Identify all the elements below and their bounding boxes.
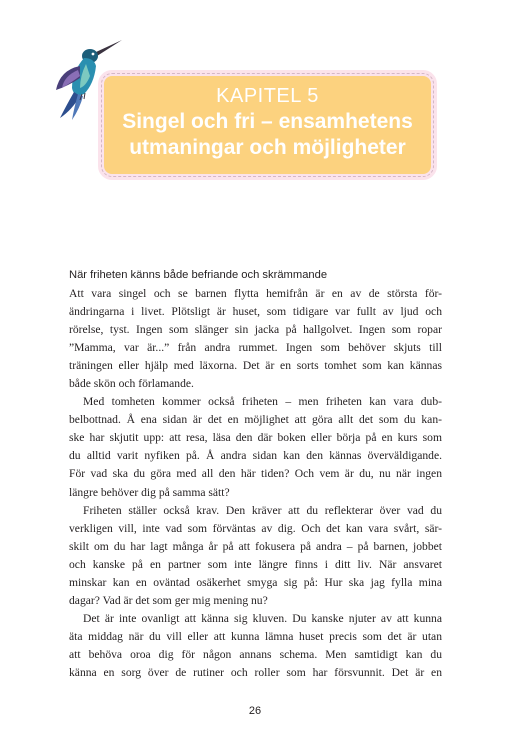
body-line: Friheten ställer också krav. Den kräver att du reflekterar över vad du <box>83 503 442 517</box>
body-line: För vad ska du göra med all den här tiden? Och vem är du, nu när ingen <box>69 467 442 481</box>
section-heading: När friheten känns både befriande och skrämmande <box>69 269 328 281</box>
chapter-title-line-1: Singel och fri – ensamhetens <box>122 110 413 133</box>
body-line: att behöva oroa dig för någon annans schema. Men samtidigt kan du <box>69 647 442 661</box>
body-line: verkligen vill, inte vad som förväntas av dig. Och det kan vara svårt, sär- <box>69 521 442 535</box>
body-line: längre behöver dig på samma sätt? <box>69 485 230 499</box>
page-body <box>69 267 442 682</box>
body-line: dagar? Vad är det som ger mig mening nu? <box>69 593 268 607</box>
chapter-label: KAPITEL 5 <box>216 85 319 107</box>
body-line: skilt om du har lagt många år på att fokusera på andra – på barnen, jobbet <box>69 539 442 553</box>
page-number: 26 <box>248 705 262 717</box>
body-line: Det är inte ovanligt att känna sig kluven. Du kanske njuter av att kunna <box>83 611 442 625</box>
body-line: minskar kan en oväntad osäkerhet smyga sig på: Hur ska jag fylla mina <box>69 575 442 589</box>
body-line: belbottnad. Å ena sidan är det en möjlighet att göra allt det som du kan- <box>69 413 442 427</box>
body-line: ändringarna i livet. Plötsligt är huset, som tidigare var fullt av ljud och <box>69 305 442 319</box>
body-line: du alltid varit nyfiken på. Å andra sidan kan den kännas överväldigande. <box>69 449 442 463</box>
chapter-banner <box>98 70 437 180</box>
body-line: Att vara singel och se barnen flytta hemifrån är en av de största för- <box>69 287 442 300</box>
body-line: och kanske på en partner som inte längre finns i ditt liv. När ansvaret <box>69 557 442 571</box>
body-line: ske har skjutit upp: att resa, läsa den där boken eller börja på en kurs som <box>69 431 442 445</box>
chapter-title-line-2: utmaningar och möjligheter <box>129 136 406 159</box>
body-line: både skön och förlamande. <box>69 377 194 391</box>
body-line: äta middag när du vill eller att kunna lämna huset precis som det är utan <box>69 629 442 643</box>
body-line: rörelse, tyst. Ingen som slänger sin jacka på hallgolvet. Ingen som ropar <box>69 323 442 337</box>
body-line: känna en sorg över de rutiner och roller som har försvunnit. Det är en <box>69 665 442 679</box>
body-line: träningen eller hjälp med läxorna. Det är en sorts tomhet som kan kännas <box>69 359 442 373</box>
body-line: ”Mamma, var är...” från andra rummet. Ingen som behöver skjuts till <box>69 341 442 355</box>
body-line: Med tomheten kommer också friheten – men friheten kan vara dub- <box>83 395 442 409</box>
